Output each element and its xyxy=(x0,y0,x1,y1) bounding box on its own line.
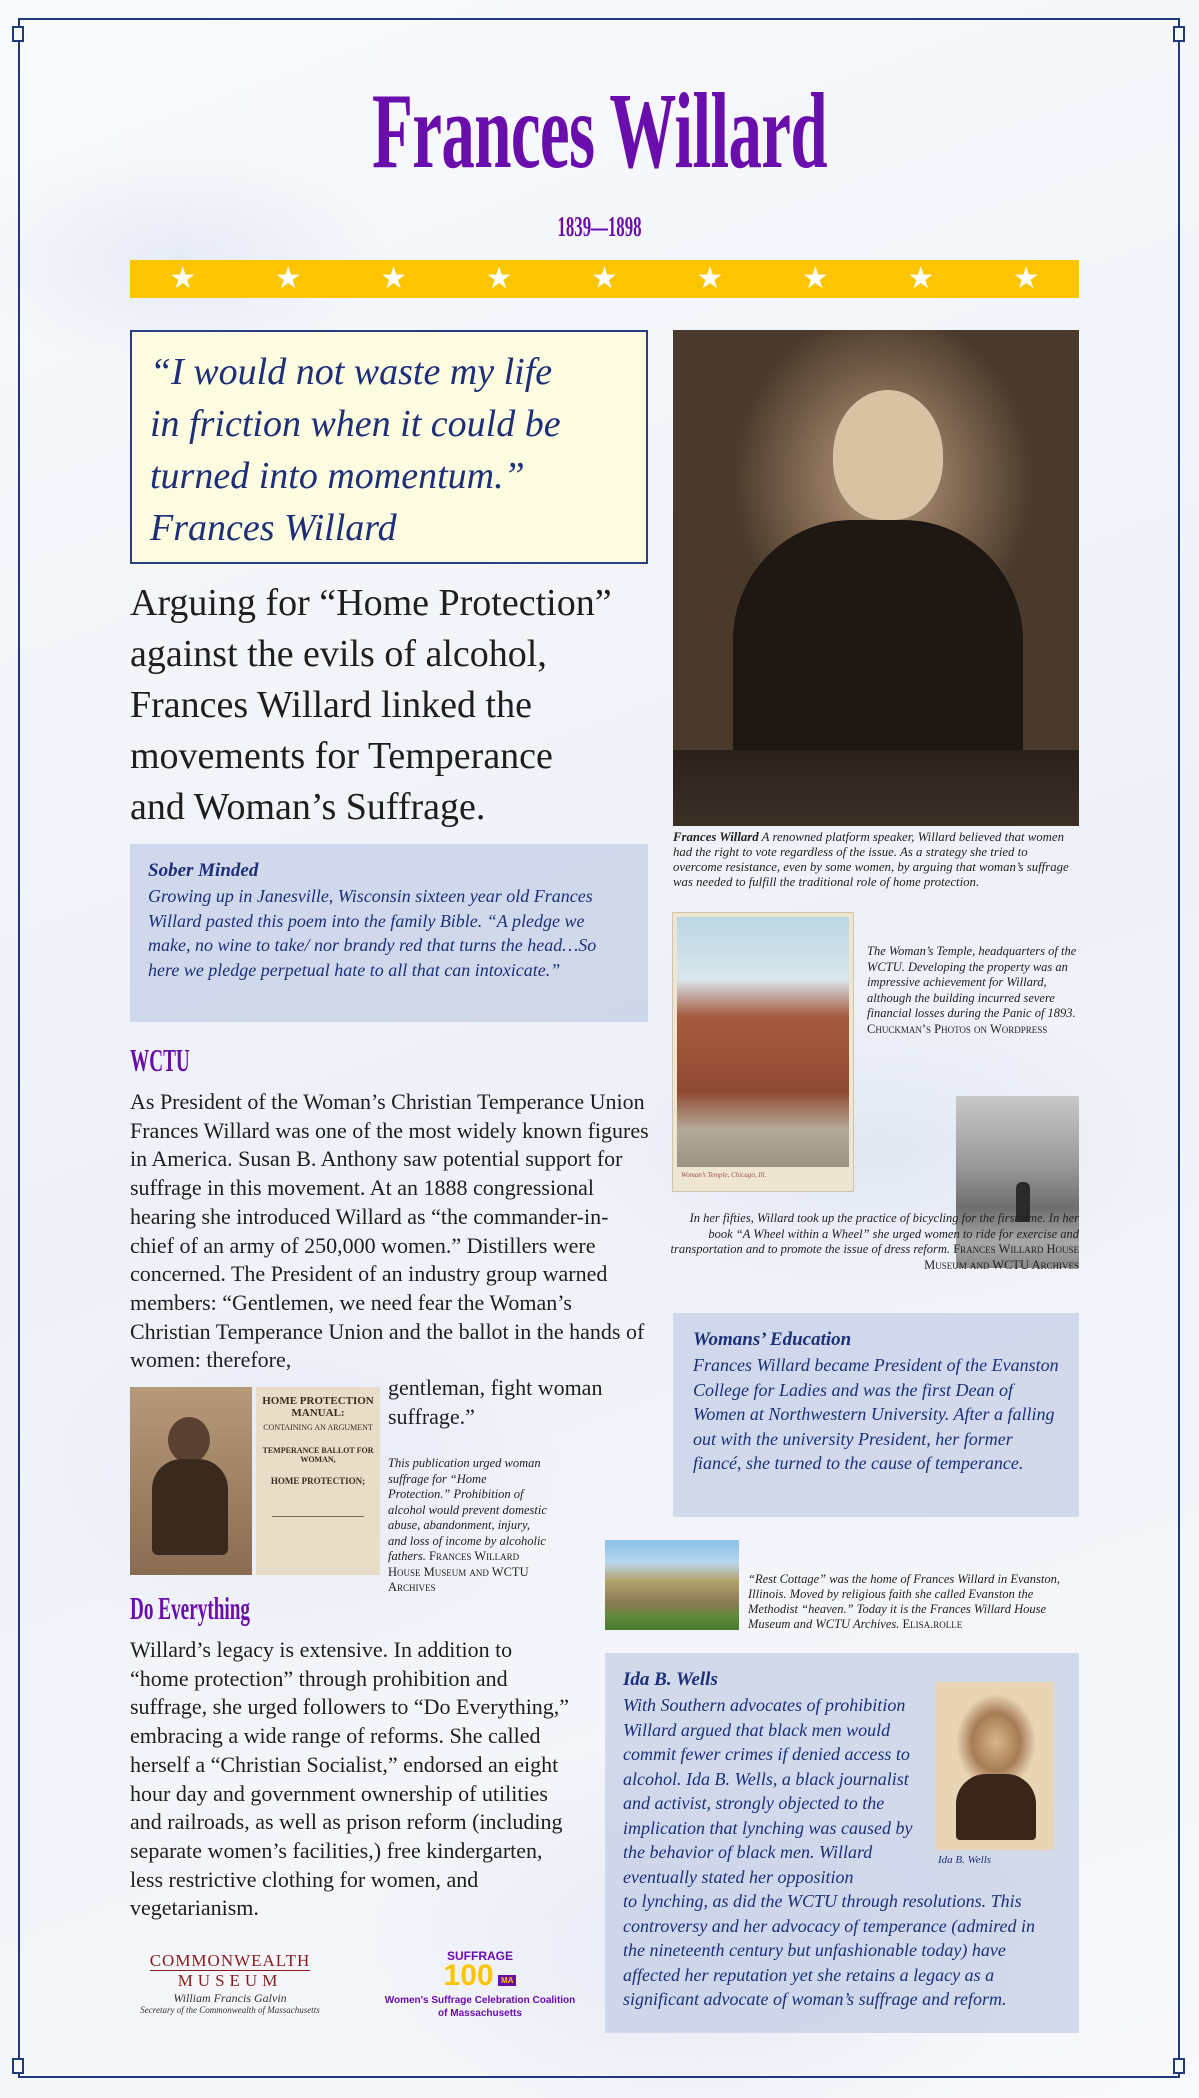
womans-temple-postcard xyxy=(673,913,853,1191)
bicycle-caption xyxy=(668,1211,1079,1273)
portrait-dress xyxy=(956,1774,1036,1840)
photo-credit: Frances Willard House Museum and WCTU Archives xyxy=(924,1242,1079,1272)
box-text: Frances Willard became President of the Evanston College for Ladies and was the first Dean of Women at Northwestern University. After a falling out with the university President, her former fiancé, she turned to the cause of temperance. xyxy=(693,1355,1059,1473)
museum-role: Secretary of the Commonwealth of Massachusetts xyxy=(140,2005,320,2015)
box-text: With Southern advocates of prohibition Willard argued that black men would commit fewer crimes if denied access to alcohol. Ida B. Wells, a black journalist and activist, strongly objected to the implication that lynching was caused by the behavior of black men. Willard eventually stated her opposition xyxy=(623,1695,913,1887)
star-banner xyxy=(130,260,1079,298)
lede-line: against the evils of alcohol, xyxy=(130,633,547,675)
page-title: Frances Willard xyxy=(371,72,828,191)
star-icon: ★ xyxy=(696,262,724,295)
frame-corner-ornament xyxy=(1173,26,1185,42)
suffrage-top-label: SUFFRAGE xyxy=(447,1949,513,1963)
manual-caption xyxy=(388,1456,548,1596)
frame-corner-ornament xyxy=(12,2058,24,2074)
suffrage-number: 100 xyxy=(443,1959,494,1992)
caption-text: In her fifties, Willard took up the practice of bicycling for the first time. In her book “A Wheel within a Wheel” she urged women to ride for exercise and transportation and to promote the issue of dress reform. xyxy=(670,1211,1079,1256)
lede-line: Frances Willard linked the xyxy=(130,684,532,726)
portrait-silhouette-body xyxy=(152,1459,228,1555)
caption-text: The Woman’s Temple, headquarters of the WCTU. Developing the property was an impressive achievement for Willard, although the building incurred severe financial losses during the Panic of 1893. xyxy=(867,944,1077,1020)
ida-b-wells-photo xyxy=(936,1682,1054,1850)
temple-caption xyxy=(867,944,1079,1037)
manual-line: TEMPERANCE BALLOT FOR WOMAN, xyxy=(262,1446,374,1464)
box-title: Womans’ Education xyxy=(693,1329,852,1350)
womans-education-box xyxy=(673,1313,1079,1517)
portrait-silhouette-head xyxy=(168,1417,210,1463)
box-text-continued: to lynching, as did the WCTU through resolutions. This controversy and her advocacy of temperance (admired in the nineteenth century but unfashionable today) have affected her reputation yet she retains a legacy as a significant advocate of woman’s suffrage and reform. xyxy=(623,1891,1036,2009)
photo-credit: Frances Willard House Museum and WCTU Archives xyxy=(388,1549,529,1594)
box-text: Growing up in Janesville, Wisconsin sixteen year old Frances Willard pasted this poem into the family Bible. “A pledge we make, no wine to take/ nor brandy red that turns the head…So here we pledge perpetual hate to all that can intoxicate.” xyxy=(148,886,597,980)
lede-line: Arguing for “Home Protection” xyxy=(130,582,612,624)
wctu-paragraph: As President of the Woman’s Christian Temperance Union Frances Willard was one of the most widely known figures in America. Susan B. Anthony saw potential support for suffrage in this movement. At an 1888 congressional hearing she introduced Willard as “the commander-in-chief of an army of 250,000 women.” Distillers were concerned. The President of an industry group warned members: “Gentlemen, we need fear the Woman’s Christian Temperance Union and the ballot in the hands of women: therefore, xyxy=(130,1089,649,1373)
photo-credit: Chuckman’s Photos on Wordpress xyxy=(867,1021,1048,1036)
suffrage-100-logo xyxy=(380,1950,580,2020)
box-title: Ida B. Wells xyxy=(623,1669,718,1690)
star-icon: ★ xyxy=(274,262,302,295)
caption-text: “Rest Cottage” was the home of Frances Willard in Evanston, Illinois. Moved by religious faith she called Evanston the Methodist “heaven.” Today it is the Frances Willard House Museum and WCTU Archives. xyxy=(748,1572,1061,1631)
star-icon: ★ xyxy=(801,262,829,295)
rest-cottage-photo xyxy=(605,1540,739,1630)
frances-willard-portrait-photo xyxy=(673,330,1079,826)
star-icon: ★ xyxy=(380,262,408,295)
do-everything-paragraph: Willard’s legacy is extensive. In addition to “home protection” through prohibition and suffrage, she urged followers to “Do Everything,” embracing a wide range of reforms. She called herself a “Christian Socialist,” endorsed an eight hour day and government ownership of utilities and railroads, as well as prison reform (including separate women’s facilities,) free kindergarten, less restrictive clothing for women, and vegetarianism. xyxy=(130,1637,570,1921)
portrait-face xyxy=(833,390,943,520)
quote-attribution: Frances Willard xyxy=(150,507,397,549)
manual-subtitle: CONTAINING AN ARGUMENT xyxy=(263,1423,373,1432)
manual-rule xyxy=(272,1516,364,1517)
quote-line: in friction when it could be xyxy=(150,403,561,445)
manual-line: HOME PROTECTION; xyxy=(270,1476,366,1486)
lede-line: and Woman’s Suffrage. xyxy=(130,786,486,828)
caption-text: This publication urged woman suffrage for “Home Protection.” Prohibition of alcohol would prevent domestic abuse, abandonment, injury, and loss of income by alcoholic fathers. xyxy=(388,1456,547,1563)
star-icon: ★ xyxy=(485,262,513,295)
willard-cabinet-card-photo xyxy=(130,1387,252,1575)
frame-corner-ornament xyxy=(12,26,24,42)
coalition-name-line1: Women's Suffrage Celebration Coalition xyxy=(384,1995,576,2006)
manual-title: HOME PROTECTION MANUAL: xyxy=(262,1395,374,1419)
sober-minded-box xyxy=(130,844,648,1022)
coalition-name-line2: of Massachusetts xyxy=(438,2008,522,2019)
portrait-dress xyxy=(733,520,1023,760)
wctu-paragraph-end: gentleman, fight woman suffrage.” xyxy=(388,1375,603,1429)
ida-photo-caption: Ida B. Wells xyxy=(938,1854,992,1866)
box-title: Sober Minded xyxy=(148,860,259,881)
museum-name-line1: COMMONWEALTH xyxy=(149,1951,311,1970)
star-icon: ★ xyxy=(907,262,935,295)
star-icon: ★ xyxy=(169,262,197,295)
lede-paragraph xyxy=(130,578,660,833)
ma-badge-icon: MA xyxy=(498,1975,516,1986)
section-heading-do-everything: Do Everything xyxy=(130,1590,250,1626)
photo-credit: Elisa.rolle xyxy=(902,1617,963,1631)
lede-line: movements for Temperance xyxy=(130,735,553,777)
star-icon: ★ xyxy=(1012,262,1040,295)
star-icon: ★ xyxy=(591,262,618,295)
section-heading-wctu: WCTU xyxy=(130,1042,190,1078)
museum-name-line2: MUSEUM xyxy=(177,1971,283,1990)
temple-building-image xyxy=(677,917,849,1167)
caption-name: Frances Willard xyxy=(673,830,759,844)
quote-line: “I would not waste my life xyxy=(150,351,553,393)
rest-cottage-caption xyxy=(748,1572,1080,1632)
quote-box xyxy=(130,330,648,564)
commonwealth-museum-logo xyxy=(130,1952,330,2016)
museum-person: William Francis Galvin xyxy=(173,1991,287,2005)
life-dates: 1839—1898 xyxy=(557,212,642,243)
home-protection-manual-image xyxy=(256,1387,380,1575)
quote-line: turned into momentum.” xyxy=(150,455,525,497)
portrait-foliage xyxy=(673,750,1079,826)
postcard-label: Woman’s Temple, Chicago, Ill. xyxy=(681,1171,767,1179)
caption-text: A renowned platform speaker, Willard believed that women had the right to vote regardless of the issue. As a strategy she tried to overcome resistance, even by some women, by arguing that woman’s suffrage was needed to fulfill the traditional role of home protection. xyxy=(673,830,1069,889)
frame-corner-ornament xyxy=(1173,2058,1185,2074)
portrait-caption xyxy=(673,830,1079,890)
